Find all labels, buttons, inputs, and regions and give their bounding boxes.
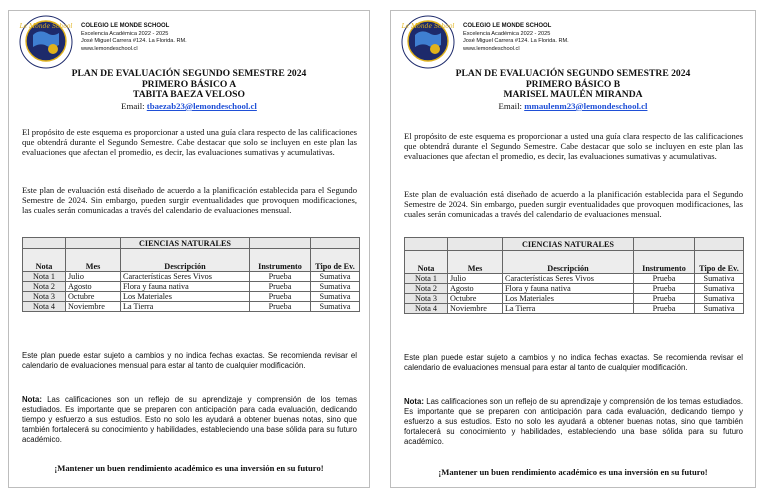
column-header: Instrumento	[250, 249, 311, 272]
table-corner	[66, 238, 121, 249]
table-corner	[23, 238, 66, 249]
column-header: Tipo de Ev.	[311, 249, 360, 272]
school-name: COLEGIO LE MONDE SCHOOL	[463, 23, 552, 29]
disclaimer-paragraph: Este plan puede estar sujeto a cambios y no indica fechas exactas. Se recomienda revisar el calendario de evaluaciones mensual para estar al tanto de cualquier modificación.	[404, 353, 743, 372]
month-cell: Noviembre	[448, 304, 503, 314]
slogan: ¡Mantener un buen rendimiento académico es una inversión en su futuro!	[438, 467, 708, 477]
subject-header: CIENCIAS NATURALES	[121, 238, 250, 249]
table-row	[405, 284, 744, 294]
school-tagline: Excelencia Académica 2022 - 2025	[463, 30, 551, 37]
instrument-cell: Prueba	[250, 272, 311, 282]
description-cell: Flora y fauna nativa	[121, 282, 250, 292]
month-cell: Octubre	[448, 294, 503, 304]
note-text: Las calificaciones son un reflejo de su aprendizaje y comprensión de los temas estudiados. Es importante que se preparen con anticipación para cada evaluación, dedicando tiempo y esfuerzo a sus estudios. Esto no solo les ayudará a obtener buenas notas, sino que también fortalecerá su conocimiento y habilidades, estableciendo una base sólida para su futuro académico.	[404, 397, 743, 446]
column-header: Descripción	[503, 251, 634, 274]
intro-paragraph-2: Este plan de evaluación está diseñado de acuerdo a la planificación establecida para el Segundo Semestre de 2024. Sin embargo, pueden surgir eventualidades que provoquen modificaciones, las cuales serán comunicadas a través del calendario de evaluaciones mensual.	[404, 189, 743, 219]
school-header	[401, 15, 661, 69]
note-label: Nota:	[22, 395, 42, 404]
nota-cell: Nota 4	[23, 302, 66, 312]
nota-cell: Nota 1	[23, 272, 66, 282]
table-row	[23, 282, 360, 292]
description-cell: La Tierra	[503, 304, 634, 314]
type-cell: Sumativa	[695, 284, 744, 294]
plan-title: PLAN DE EVALUACIÓN SEGUNDO SEMESTRE 2024	[455, 68, 691, 79]
column-header: Nota	[23, 249, 66, 272]
table-corner	[448, 238, 503, 251]
nota-cell: Nota 3	[23, 292, 66, 302]
type-cell: Sumativa	[695, 274, 744, 284]
table-row	[23, 272, 360, 282]
table-corner	[405, 238, 448, 251]
plan-title-block	[9, 69, 369, 112]
school-logo-icon	[19, 15, 73, 69]
slogan: ¡Mantener un buen rendimiento académico es una inversión en su futuro!	[54, 463, 324, 473]
school-name: COLEGIO LE MONDE SCHOOL	[81, 23, 170, 29]
description-cell: Los Materiales	[121, 292, 250, 302]
column-header: Nota	[405, 251, 448, 274]
instrument-cell: Prueba	[250, 302, 311, 312]
instrument-cell: Prueba	[250, 282, 311, 292]
instrument-cell: Prueba	[250, 292, 311, 302]
type-cell: Sumativa	[311, 282, 360, 292]
table-row	[23, 292, 360, 302]
plan-title: PLAN DE EVALUACIÓN SEGUNDO SEMESTRE 2024	[71, 68, 307, 79]
email-link[interactable]: tbaezab23@lemondeschool.cl	[146, 100, 257, 111]
table-row	[405, 304, 744, 314]
description-cell: La Tierra	[121, 302, 250, 312]
column-header: Tipo de Ev.	[695, 251, 744, 274]
table-row	[405, 294, 744, 304]
grade-title: PRIMERO BÁSICO A	[141, 78, 237, 90]
teacher-name: TABITA BAEZA VELOSO	[133, 89, 245, 101]
school-logo-icon	[401, 15, 455, 69]
intro-paragraph-1: El propósito de este esquema es proporcionar a usted una guía clara respecto de las calificaciones que obtendrá durante el Segundo Semestre. Cabe destacar que solo se incluyen en este plan las evaluaciones que afectan el promedio, es decir, las evaluaciones sumativas y acumulativas.	[404, 131, 743, 161]
description-cell: Los Materiales	[503, 294, 634, 304]
instrument-cell: Prueba	[634, 304, 695, 314]
note-paragraph	[22, 395, 357, 445]
instrument-cell: Prueba	[634, 284, 695, 294]
table-corner	[634, 238, 695, 251]
email-label: Email:	[121, 100, 145, 111]
type-cell: Sumativa	[311, 302, 360, 312]
note-paragraph	[404, 397, 743, 447]
nota-cell: Nota 2	[405, 284, 448, 294]
column-header: Mes	[448, 251, 503, 274]
instrument-cell: Prueba	[634, 274, 695, 284]
intro-paragraph-1: El propósito de este esquema es proporcionar a usted una guía clara respecto de las calificaciones que obtendrá durante el Segundo Semestre. Cabe destacar que solo se incluyen en este plan las evaluaciones que afectan el promedio, es decir, las evaluaciones sumativas y acumulativas.	[22, 127, 357, 157]
email-line	[391, 101, 755, 112]
subject-header: CIENCIAS NATURALES	[503, 238, 634, 251]
document-page-1a	[8, 10, 370, 488]
month-cell: Agosto	[66, 282, 121, 292]
month-cell: Agosto	[448, 284, 503, 294]
month-cell: Noviembre	[66, 302, 121, 312]
nota-cell: Nota 2	[23, 282, 66, 292]
column-header: Descripción	[121, 249, 250, 272]
instrument-cell: Prueba	[634, 294, 695, 304]
month-cell: Octubre	[66, 292, 121, 302]
school-address: José Miguel Carrera #124. La Florida. RM.	[81, 38, 187, 45]
svg-text:Le Monde School: Le Monde School	[401, 23, 455, 30]
nota-cell: Nota 4	[405, 304, 448, 314]
email-line	[9, 101, 369, 112]
table-corner	[250, 238, 311, 249]
note-text: Las calificaciones son un reflejo de su aprendizaje y comprensión de los temas estudiados. Es importante que se preparen con anticipación para cada evaluación, dedicando tiempo y esfuerzo a sus estudios. Esto no solo les ayudará a obtener buenas notas, sino que también fortalecerá su conocimiento y habilidades, estableciendo una base sólida para su futuro académico.	[22, 395, 357, 444]
month-cell: Julio	[448, 274, 503, 284]
plan-title-block	[391, 69, 755, 112]
column-header: Mes	[66, 249, 121, 272]
school-tagline: Excelencia Académica 2022 - 2025	[81, 30, 169, 37]
svg-text:Le Monde School: Le Monde School	[19, 23, 73, 30]
nota-cell: Nota 3	[405, 294, 448, 304]
evaluation-table	[404, 237, 744, 314]
description-cell: Flora y fauna nativa	[503, 284, 634, 294]
school-website: www.lemondeschool.cl	[463, 45, 520, 52]
school-header	[19, 15, 279, 69]
type-cell: Sumativa	[695, 294, 744, 304]
email-label: Email:	[498, 100, 522, 111]
school-info	[81, 23, 187, 53]
school-address: José Miguel Carrera #124. La Florida. RM.	[463, 38, 569, 45]
document-page-1b	[390, 10, 756, 488]
school-info	[463, 23, 569, 53]
evaluation-table	[22, 237, 360, 312]
email-link[interactable]: mmaulenm23@lemondeschool.cl	[524, 100, 648, 111]
nota-cell: Nota 1	[405, 274, 448, 284]
table-corner	[695, 238, 744, 251]
school-website: www.lemondeschool.cl	[81, 45, 138, 52]
description-cell: Características Seres Vivos	[121, 272, 250, 282]
note-label: Nota:	[404, 397, 424, 406]
type-cell: Sumativa	[695, 304, 744, 314]
intro-paragraph-2: Este plan de evaluación está diseñado de acuerdo a la planificación establecida para el Segundo Semestre de 2024. Sin embargo, pueden surgir eventualidades que provoquen modificaciones, las cuales serán comunicadas a través del calendario de evaluaciones mensual.	[22, 185, 357, 215]
type-cell: Sumativa	[311, 272, 360, 282]
table-row	[405, 274, 744, 284]
grade-title: PRIMERO BÁSICO B	[525, 78, 621, 90]
table-row	[23, 302, 360, 312]
description-cell: Características Seres Vivos	[503, 274, 634, 284]
disclaimer-paragraph: Este plan puede estar sujeto a cambios y no indica fechas exactas. Se recomienda revisar el calendario de evaluaciones mensual para estar al tanto de cualquier modificación.	[22, 351, 357, 370]
table-corner	[311, 238, 360, 249]
column-header: Instrumento	[634, 251, 695, 274]
teacher-name: MARISEL MAULÉN MIRANDA	[503, 89, 643, 101]
type-cell: Sumativa	[311, 292, 360, 302]
month-cell: Julio	[66, 272, 121, 282]
